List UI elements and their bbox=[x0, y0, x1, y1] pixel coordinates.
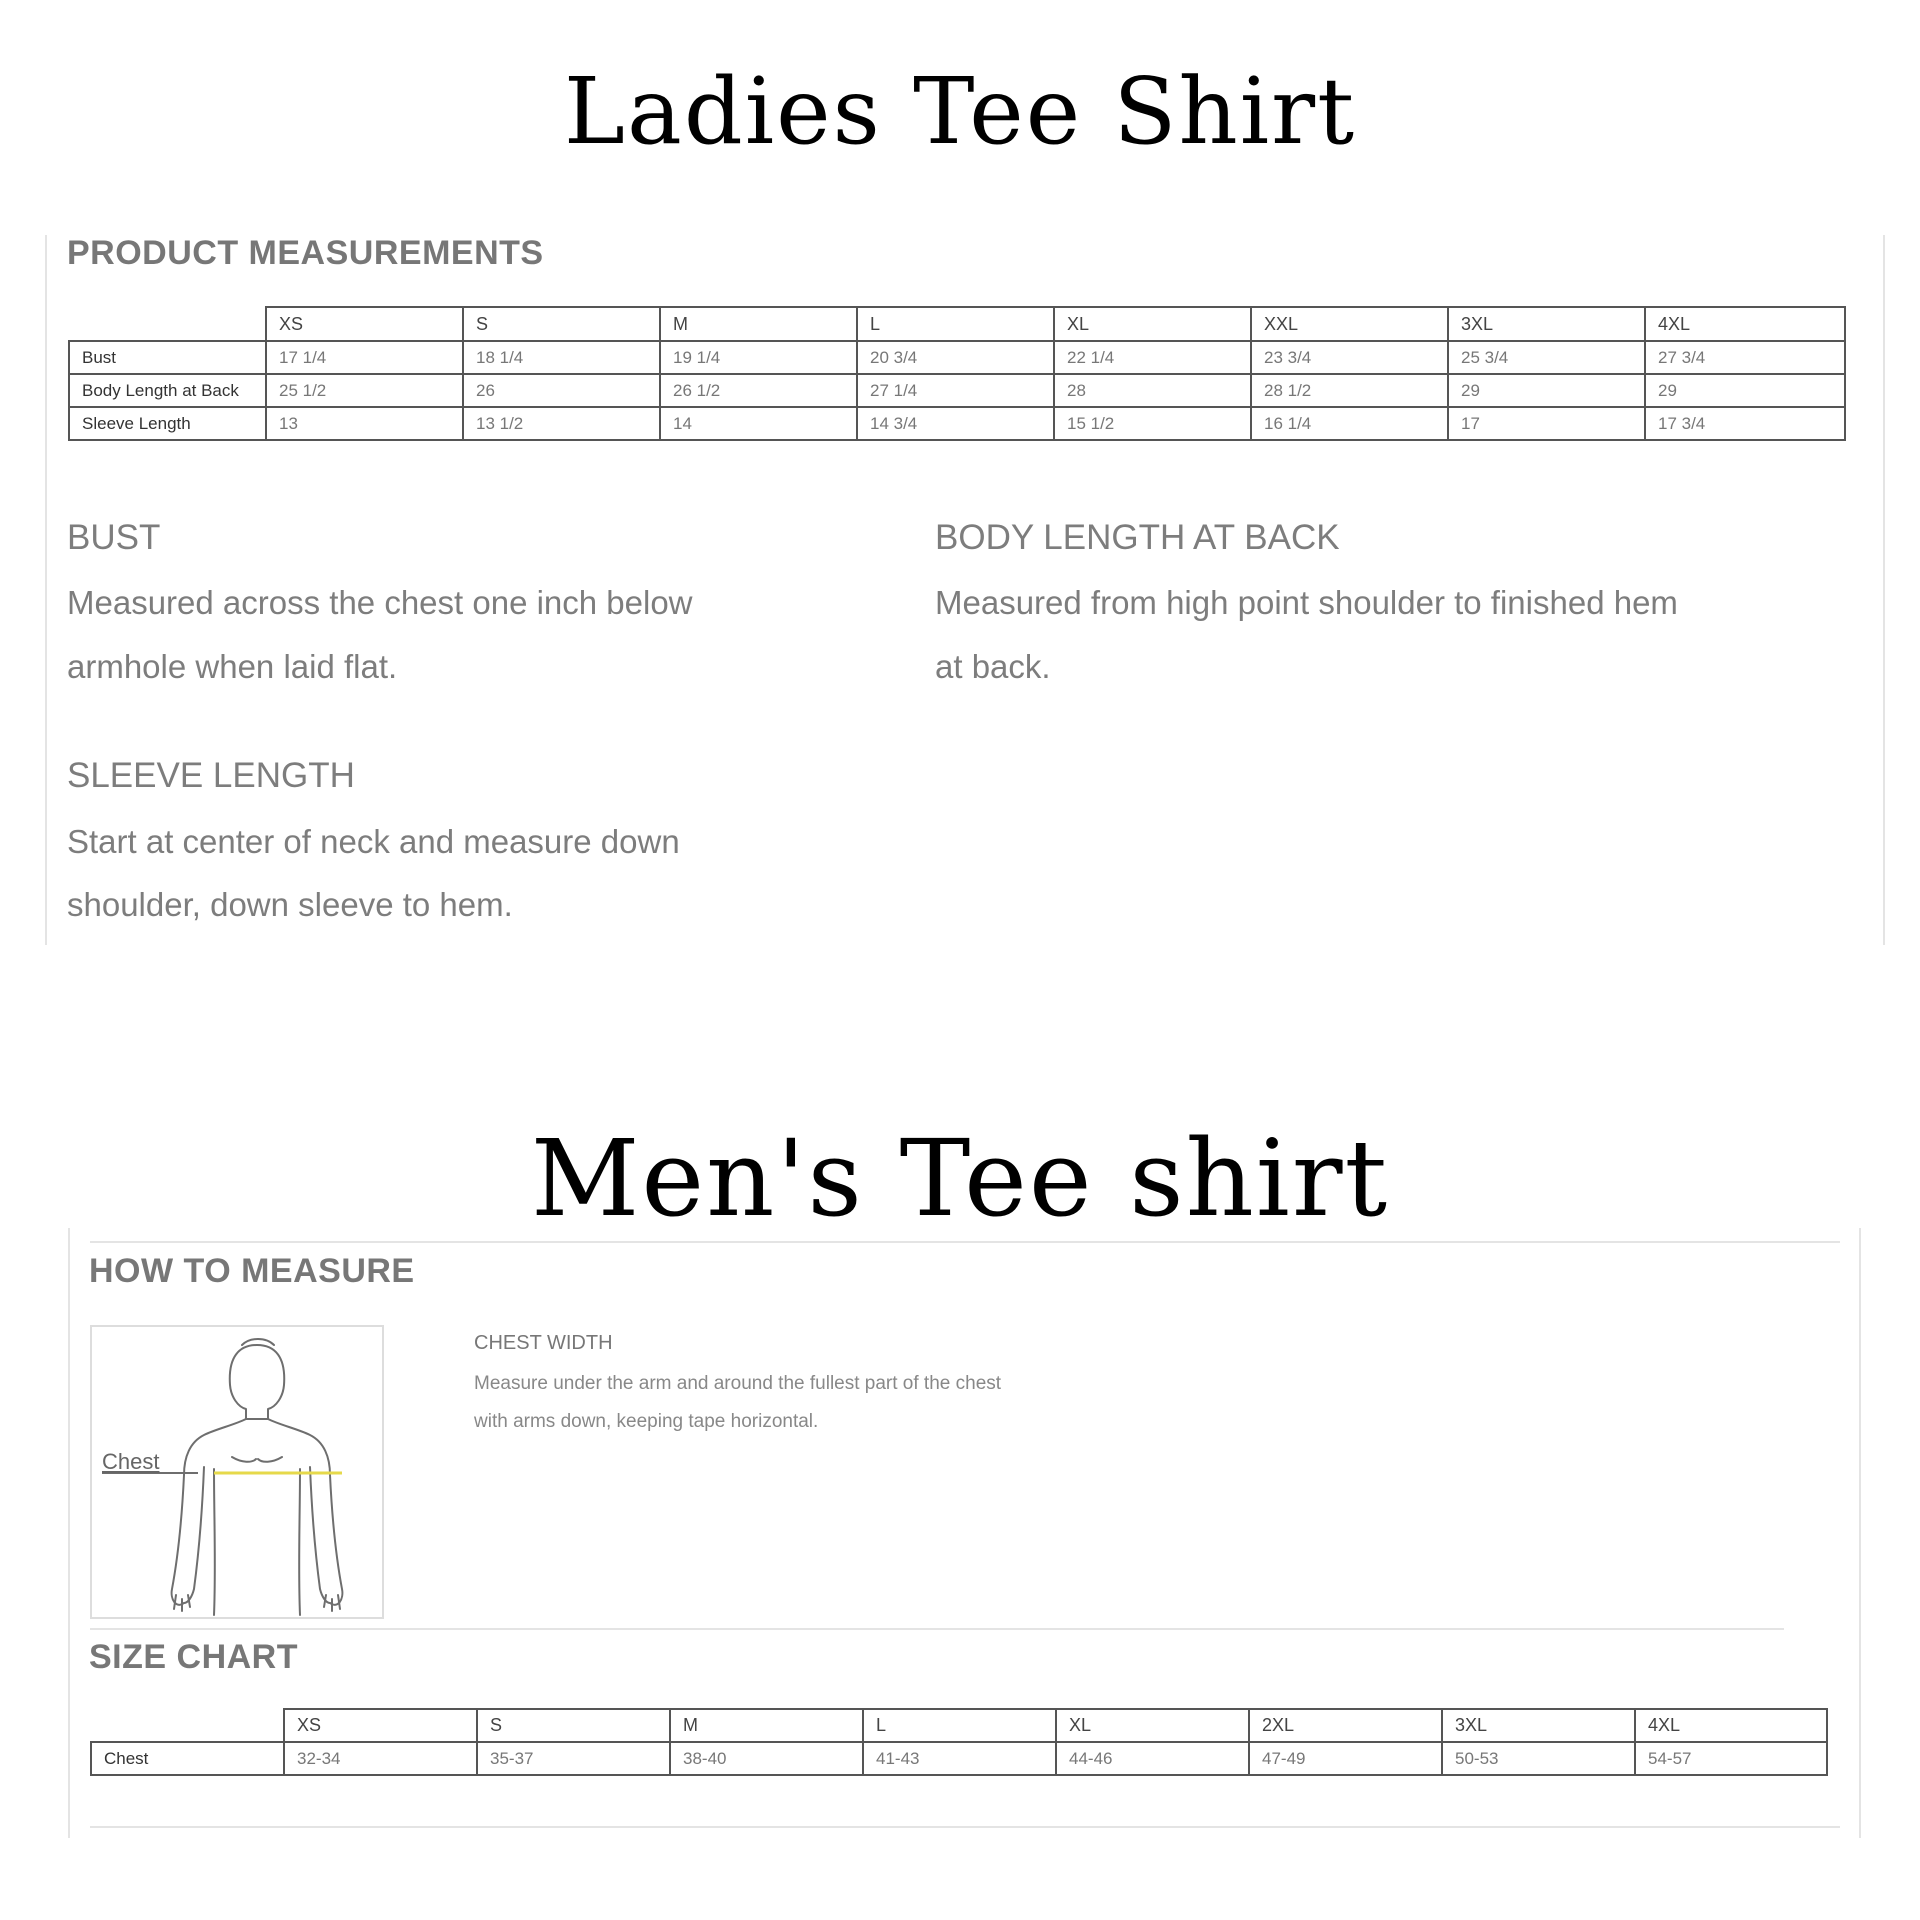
body-length-definition-line1: Measured from high point shoulder to finished hem bbox=[935, 584, 1678, 621]
table-cell: 35-37 bbox=[477, 1742, 670, 1775]
table-cell: 16 1/4 bbox=[1251, 407, 1448, 440]
mens-title: Men's Tee shirt bbox=[530, 1117, 1390, 1240]
table-row bbox=[69, 341, 1845, 374]
size-header: XXL bbox=[1251, 307, 1448, 341]
table-cell: 47-49 bbox=[1249, 1742, 1442, 1775]
table-cell: 15 1/2 bbox=[1054, 407, 1251, 440]
size-header: M bbox=[670, 1709, 863, 1742]
sleeve-length-definition-line2: shoulder, down sleeve to hem. bbox=[67, 886, 513, 923]
sleeve-length-definition-line1: Start at center of neck and measure down bbox=[67, 823, 680, 860]
size-header: S bbox=[463, 307, 660, 341]
table-cell: 26 1/2 bbox=[660, 374, 857, 407]
ladies-panel-right-border bbox=[1883, 235, 1885, 945]
table-cell: 29 bbox=[1645, 374, 1845, 407]
ladies-title: Ladies Tee Shirt bbox=[563, 58, 1357, 165]
size-header: S bbox=[477, 1709, 670, 1742]
product-measurements-heading: PRODUCT MEASUREMENTS bbox=[67, 234, 544, 272]
bust-definition-line2: armhole when laid flat. bbox=[67, 648, 398, 685]
size-chart-heading: SIZE CHART bbox=[89, 1638, 298, 1676]
chest-width-title: CHEST WIDTH bbox=[474, 1332, 613, 1354]
table-cell: 23 3/4 bbox=[1251, 341, 1448, 374]
table-cell: 17 3/4 bbox=[1645, 407, 1845, 440]
table-corner-cell bbox=[91, 1709, 284, 1742]
bust-definition-title: BUST bbox=[67, 518, 161, 557]
table-cell: 25 1/2 bbox=[266, 374, 463, 407]
table-cell: 50-53 bbox=[1442, 1742, 1635, 1775]
table-row bbox=[69, 374, 1845, 407]
table-cell: 22 1/4 bbox=[1054, 341, 1251, 374]
size-header: 3XL bbox=[1448, 307, 1645, 341]
size-header: L bbox=[857, 307, 1054, 341]
body-length-definition-line2: at back. bbox=[935, 648, 1051, 685]
table-cell: 19 1/4 bbox=[660, 341, 857, 374]
chest-width-description bbox=[474, 1365, 1174, 1441]
table-cell: 41-43 bbox=[863, 1742, 1056, 1775]
size-header: 3XL bbox=[1442, 1709, 1635, 1742]
table-cell: 17 bbox=[1448, 407, 1645, 440]
table-cell: 26 bbox=[463, 374, 660, 407]
bust-definition-line1: Measured across the chest one inch below bbox=[67, 584, 693, 621]
table-cell: 32-34 bbox=[284, 1742, 477, 1775]
table-row bbox=[91, 1742, 1827, 1775]
table-cell: 54-57 bbox=[1635, 1742, 1827, 1775]
table-cell: 14 3/4 bbox=[857, 407, 1054, 440]
table-cell: 28 1/2 bbox=[1251, 374, 1448, 407]
row-label: Body Length at Back bbox=[69, 374, 266, 407]
table-corner-cell bbox=[69, 307, 266, 341]
chest-width-line1: Measure under the arm and around the fullest part of the chest bbox=[474, 1373, 1002, 1394]
table-cell: 25 3/4 bbox=[1448, 341, 1645, 374]
size-header: M bbox=[660, 307, 857, 341]
size-chart-divider bbox=[90, 1628, 1784, 1630]
table-cell: 13 1/2 bbox=[463, 407, 660, 440]
table-cell: 18 1/4 bbox=[463, 341, 660, 374]
size-header: XS bbox=[284, 1709, 477, 1742]
mens-panel-left-border bbox=[68, 1228, 70, 1838]
size-header: XL bbox=[1056, 1709, 1249, 1742]
mens-panel-right-border bbox=[1859, 1228, 1861, 1838]
size-header: L bbox=[863, 1709, 1056, 1742]
table-row bbox=[69, 407, 1845, 440]
chest-width-line2: with arms down, keeping tape horizontal. bbox=[474, 1411, 819, 1432]
chest-figure-label: Chest bbox=[102, 1449, 160, 1474]
table-cell: 14 bbox=[660, 407, 857, 440]
how-to-measure-figure bbox=[90, 1325, 384, 1619]
table-header-row bbox=[69, 307, 1845, 341]
size-header: 4XL bbox=[1645, 307, 1845, 341]
table-cell: 28 bbox=[1054, 374, 1251, 407]
size-header: 4XL bbox=[1635, 1709, 1827, 1742]
table-cell: 38-40 bbox=[670, 1742, 863, 1775]
table-cell: 13 bbox=[266, 407, 463, 440]
how-to-measure-heading: HOW TO MEASURE bbox=[89, 1252, 415, 1290]
row-label: Chest bbox=[91, 1742, 284, 1775]
row-label: Sleeve Length bbox=[69, 407, 266, 440]
size-header: 2XL bbox=[1249, 1709, 1442, 1742]
table-header-row bbox=[91, 1709, 1827, 1742]
table-cell: 27 3/4 bbox=[1645, 341, 1845, 374]
row-label: Bust bbox=[69, 341, 266, 374]
ladies-panel-left-border bbox=[45, 235, 47, 945]
table-cell: 20 3/4 bbox=[857, 341, 1054, 374]
table-cell: 29 bbox=[1448, 374, 1645, 407]
sleeve-length-definition-title: SLEEVE LENGTH bbox=[67, 756, 355, 795]
size-header: XS bbox=[266, 307, 463, 341]
body-length-definition-title: BODY LENGTH AT BACK bbox=[935, 518, 1340, 557]
size-header: XL bbox=[1054, 307, 1251, 341]
mens-size-chart-table bbox=[90, 1708, 1828, 1776]
table-cell: 17 1/4 bbox=[266, 341, 463, 374]
table-cell: 27 1/4 bbox=[857, 374, 1054, 407]
mens-bottom-divider bbox=[90, 1826, 1840, 1828]
mens-top-divider bbox=[90, 1241, 1840, 1243]
ladies-measurements-table bbox=[68, 306, 1846, 441]
table-cell: 44-46 bbox=[1056, 1742, 1249, 1775]
